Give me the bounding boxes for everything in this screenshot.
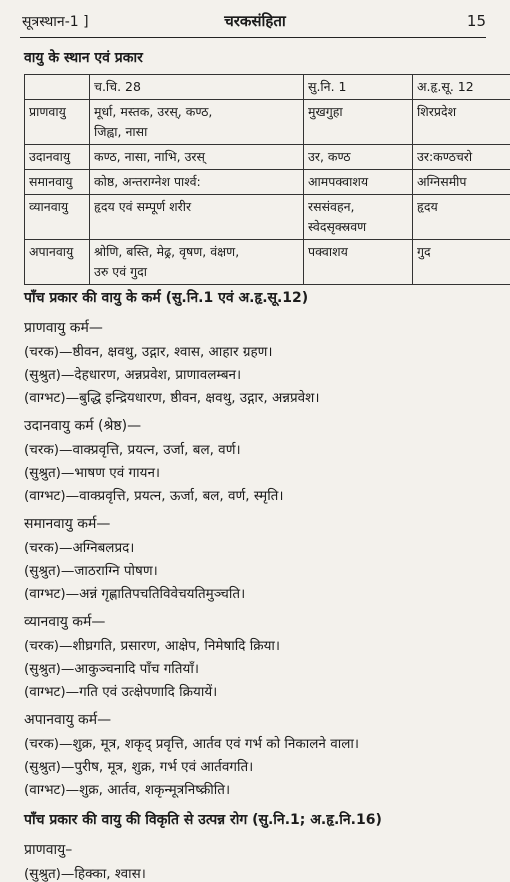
karma-line: (चरक)—ष्ठीवन, क्षवथु, उद्गार, श्वास, आहार ग्रहण। [24,342,273,360]
vayu-name-cell: उदानवायु [25,145,90,170]
vagbhat-cell: अग्निसमीप [413,170,510,195]
karma-title: समानवायु कर्म— [24,514,110,533]
table-row [25,170,510,195]
karma-title: व्यानवायु कर्म— [24,612,105,631]
charak-cell: श्रोणि, बस्ति, मेढ्र, वृषण, वंक्षण, उरु एवं गुदा [90,240,304,285]
sushrut-cell: पक्वाशय [304,240,413,285]
karma-title: प्राणवायु कर्म— [24,318,103,337]
vayu-table [24,74,510,285]
page-number: 15 [467,12,486,30]
table-header-row [25,75,510,100]
karma-line: (वाग्भट)—अन्नं गृह्णातिपचतिविवेचयतिमुञ्चति। [24,584,245,602]
sushrut-cell: उर, कण्ठ [304,145,413,170]
karma-line: (वाग्भट)—वाक्प्रवृत्ति, प्रयत्न, ऊर्जा, बल, वर्ण, स्मृति। [24,486,284,504]
sushrut-cell: आमपक्वाशय [304,170,413,195]
section-heading: पाँच प्रकार की वायु के कर्म (सु.नि.1 एवं अ.हृ.सू.12) [24,288,308,307]
table-header-cell: च.चि. 28 [90,75,304,100]
karma-title: उदानवायु कर्म (श्रेष्ठ)— [24,416,141,435]
page-header [0,8,510,36]
karma-line: (वाग्भट)—गति एवं उत्क्षेपणादि क्रियायें। [24,682,217,700]
karma-line: (वाग्भट)—बुद्धि इन्द्रियधारण, ष्ठीवन, क्षवथु, उद्गार, अन्नप्रवेश। [24,388,319,406]
karma-line: (सुश्रुत)—पुरीष, मूत्र, शुक्र, गर्भ एवं आर्तवगति। [24,757,253,775]
karma-line: (सुश्रुत)—भाषण एवं गायन। [24,463,160,481]
roga-line: (सुश्रुत)—हिक्का, श्वास। [24,864,146,882]
vayu-name-cell: व्यानवायु [25,195,90,240]
sushrut-cell: मुखगुहा [304,100,413,145]
vayu-name-cell: प्राणवायु [25,100,90,145]
table-title: वायु के स्थान एवं प्रकार [24,48,143,67]
vagbhat-cell: शिरप्रदेश [413,100,510,145]
charak-cell: कोष्ठ, अन्तराग्नेश पार्श्व: [90,170,304,195]
karma-line: (सुश्रुत)—जाठराग्नि पोषण। [24,561,158,579]
table-header-cell: सु.नि. 1 [304,75,413,100]
karma-line: (सुश्रुत)—आकुञ्चनादि पाँच गतियाँ। [24,659,199,677]
karma-line: (चरक)—शीघ्रगति, प्रसारण, आक्षेप, निमेषादि क्रिया। [24,636,280,654]
vagbhat-cell: गुद [413,240,510,285]
table-row [25,145,510,170]
karma-line: (सुश्रुत)—देहधारण, अन्नप्रवेश, प्राणावलम्बन। [24,365,241,383]
table-row [25,240,510,285]
vayu-name-cell: अपानवायु [25,240,90,285]
table-header-cell [25,75,90,100]
header-section: सूत्रस्थान-1 ] [22,12,89,31]
charak-cell: हृदय एवं सम्पूर्ण शरीर [90,195,304,240]
table-row [25,100,510,145]
header-title: चरकसंहिता [0,11,510,31]
karma-line: (वाग्भट)—शुक्र, आर्तव, शकृन्मूत्रनिष्क्रीति। [24,780,230,798]
table-row [25,195,510,240]
vayu-name-cell: समानवायु [25,170,90,195]
header-rule [20,37,486,38]
karma-line: (चरक)—शुक्र, मूत्र, शकृद् प्रवृत्ति, आर्तव एवं गर्भ को निकालने वाला। [24,734,359,752]
section-heading: पाँच प्रकार की वायु की विकृति से उत्पन्न रोग (सु.नि.1; अ.हृ.नि.16) [24,810,382,829]
karma-line: (चरक)—अग्निबलप्रद। [24,538,134,556]
karma-line: (चरक)—वाक्प्रवृत्ति, प्रयत्न, उर्जा, बल, वर्ण। [24,440,241,458]
charak-cell: मूर्धा, मस्तक, उरस्, कण्ठ, जिह्वा, नासा [90,100,304,145]
vagbhat-cell: हृदय [413,195,510,240]
sushrut-cell: रससंवहन, स्वेदसृक्स्रवण [304,195,413,240]
charak-cell: कण्ठ, नासा, नाभि, उरस् [90,145,304,170]
karma-title: अपानवायु कर्म— [24,710,111,729]
table-header-cell: अ.हृ.सू. 12 [413,75,510,100]
roga-title: प्राणवायु– [24,840,72,859]
vagbhat-cell: उर:कण्ठचरो [413,145,510,170]
